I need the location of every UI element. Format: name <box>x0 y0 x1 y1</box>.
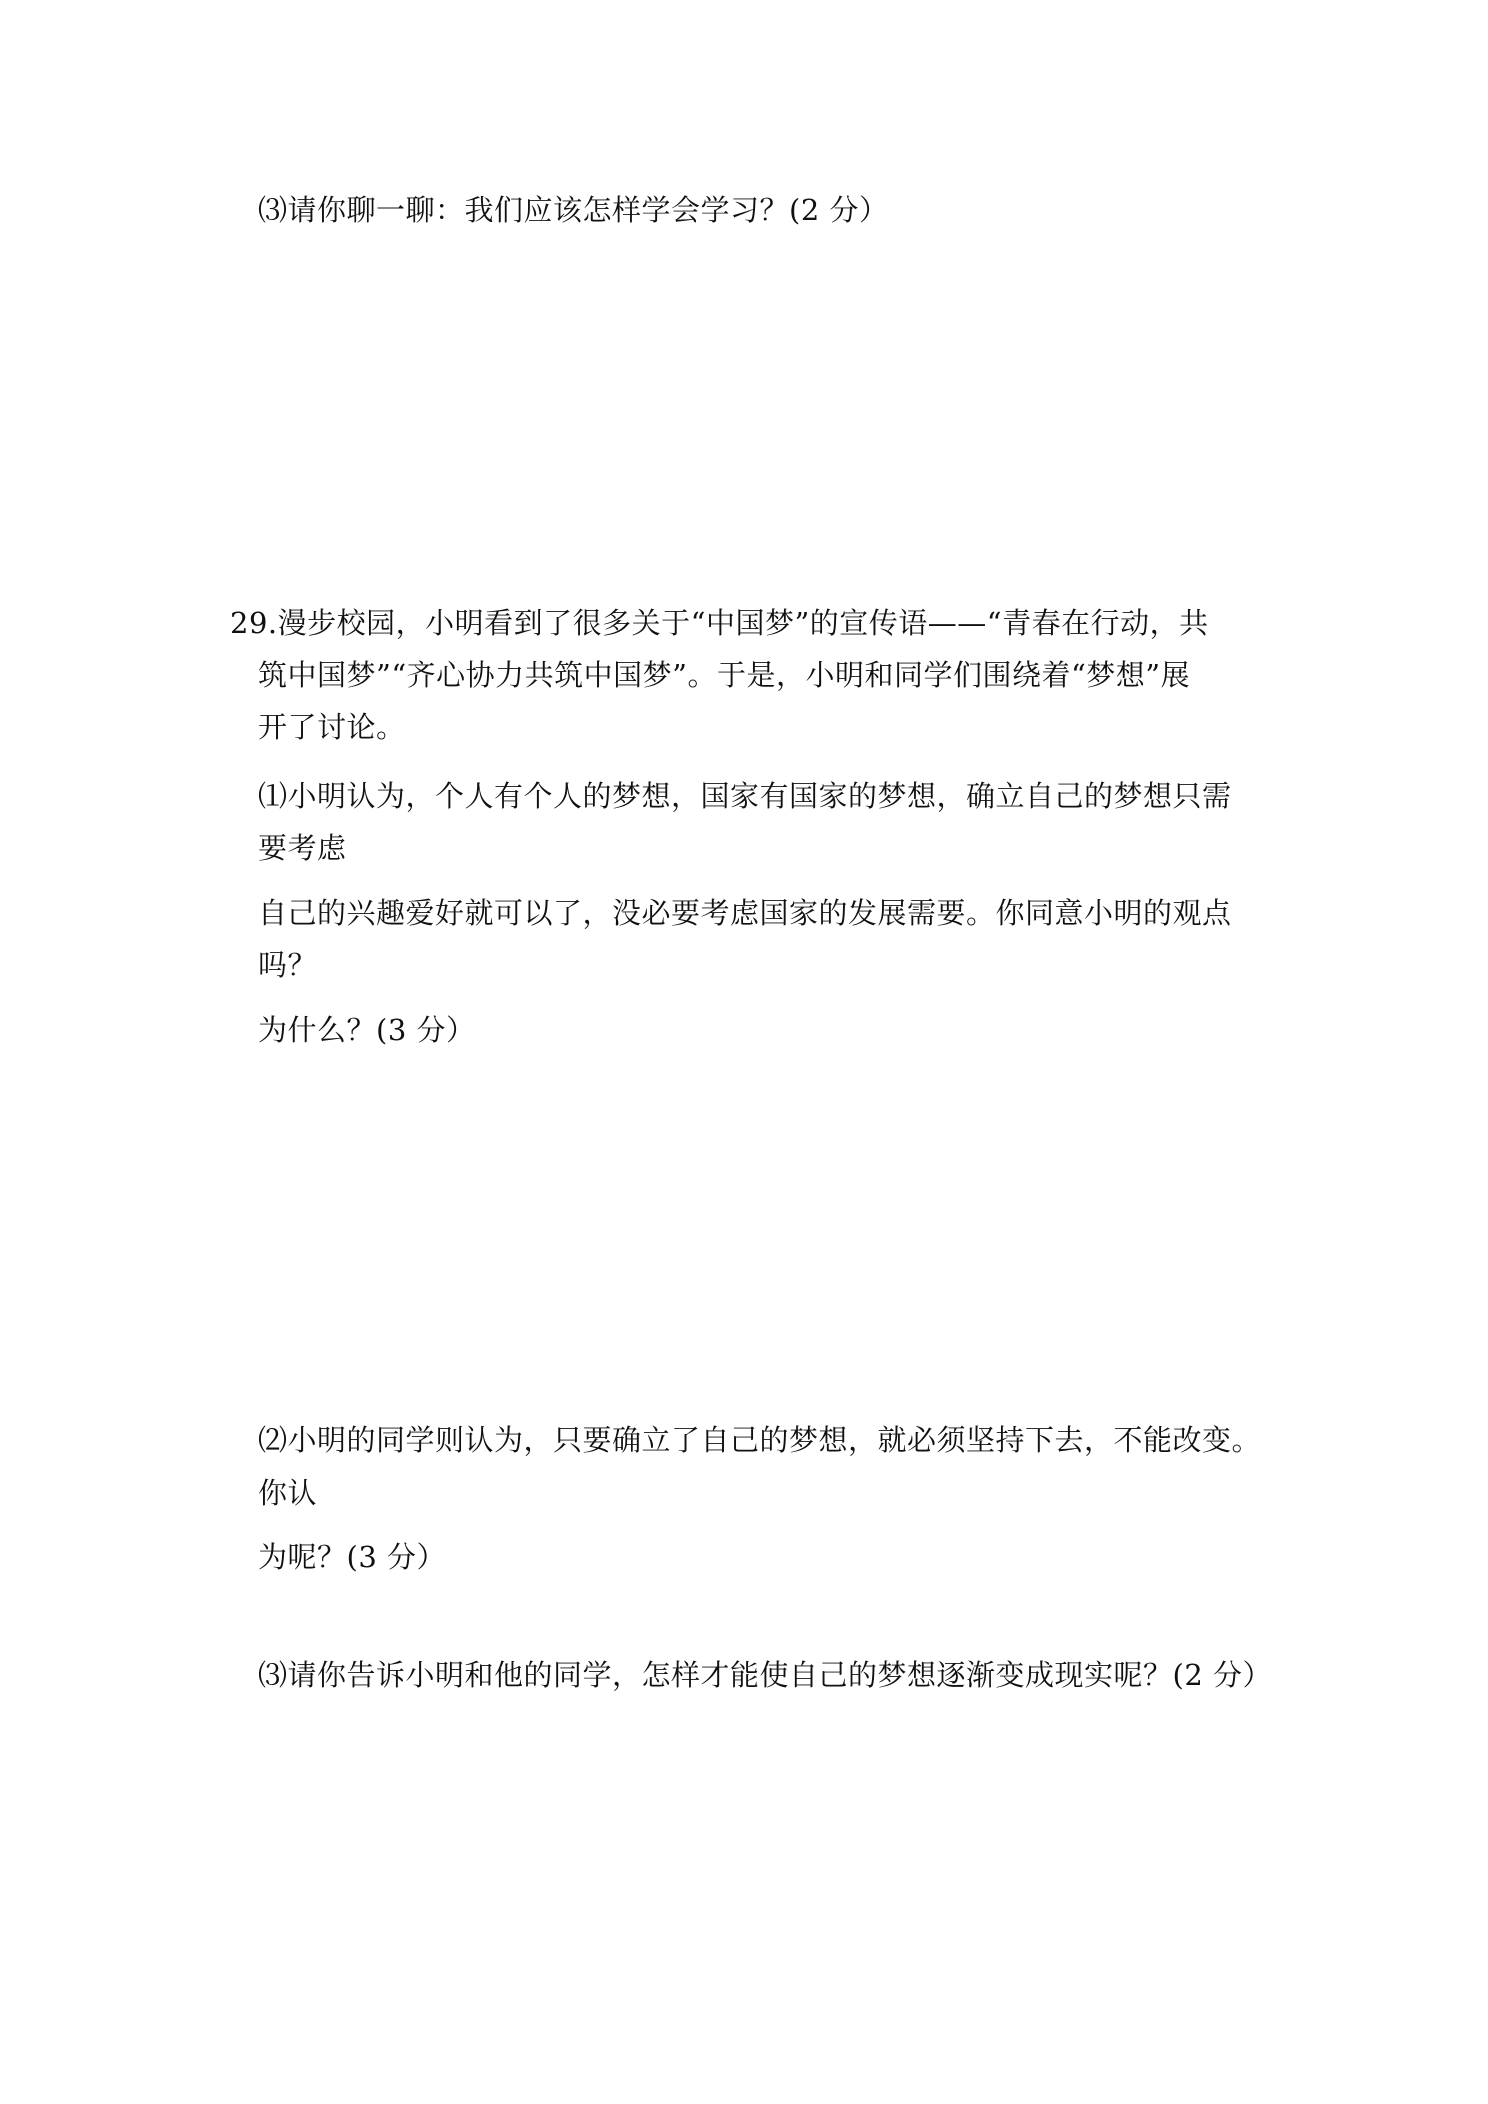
q29-stem-line-2: 筑中国梦”“齐心协力共筑中国梦”。于是，小明和同学们围绕着“梦想”展 <box>258 658 1191 692</box>
q28-sub3-prompt: ⑶请你聊一聊：我们应该怎样学会学习？(2 分） <box>258 193 889 227</box>
q29-stem-line-3: 开了讨论。 <box>258 710 406 744</box>
q29-sub2-line-3: 为呢？(3 分） <box>258 1540 446 1574</box>
q29-sub1-line-1: ⑴小明认为，个人有个人的梦想，国家有国家的梦想，确立自己的梦想只需 <box>258 779 1232 813</box>
q29-sub1-line-3: 自己的兴趣爱好就可以了，没必要考虑国家的发展需要。你同意小明的观点 <box>258 896 1232 930</box>
q29-stem-line-1: 29.漫步校园，小明看到了很多关于“中国梦”的宣传语——“青春在行动，共 <box>230 606 1209 640</box>
q29-sub3-prompt: ⑶请你告诉小明和他的同学，怎样才能使自己的梦想逐渐变成现实呢？(2 分） <box>258 1658 1272 1692</box>
q29-sub1-line-5: 为什么？(3 分） <box>258 1013 476 1047</box>
q29-sub2-line-2: 你认 <box>258 1476 318 1510</box>
q29-sub1-line-4: 吗？ <box>258 948 318 982</box>
q29-sub1-line-2: 要考虑 <box>258 831 347 865</box>
q29-sub2-line-1: ⑵小明的同学则认为，只要确立了自己的梦想，就必须坚持下去，不能改变。 <box>258 1423 1262 1457</box>
